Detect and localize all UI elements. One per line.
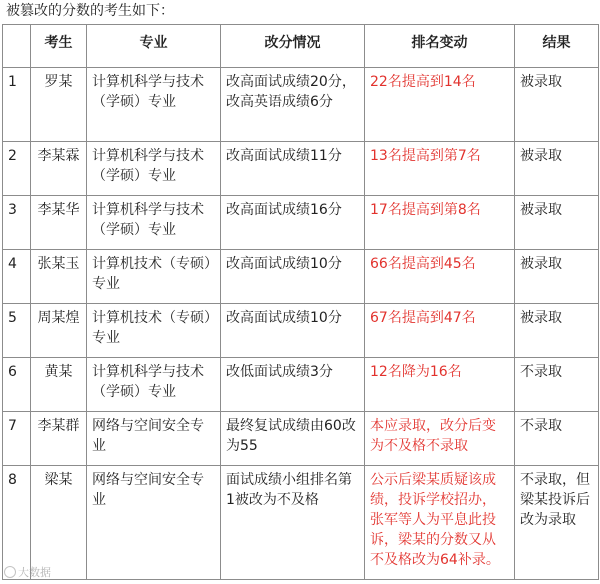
row-change: 改高面试成绩10分 bbox=[221, 250, 365, 304]
row-major: 计算机技术（专硕）专业 bbox=[87, 250, 221, 304]
row-change: 最终复试成绩由60改为55 bbox=[221, 412, 365, 466]
row-name: 黄某 bbox=[31, 358, 87, 412]
row-change: 改低面试成绩3分 bbox=[221, 358, 365, 412]
row-result: 不录取 bbox=[515, 358, 599, 412]
table-row bbox=[3, 196, 599, 250]
row-name: 李某华 bbox=[31, 196, 87, 250]
table-header-row bbox=[3, 25, 599, 68]
row-result: 不录取，但梁某投诉后改为录取 bbox=[515, 466, 599, 580]
score-table bbox=[2, 24, 599, 580]
row-name: 李某群 bbox=[31, 412, 87, 466]
row-num: 5 bbox=[3, 304, 31, 358]
row-change: 改高面试成绩11分 bbox=[221, 142, 365, 196]
table-row bbox=[3, 466, 599, 580]
table-row bbox=[3, 142, 599, 196]
header-result: 结果 bbox=[515, 25, 599, 68]
table-row bbox=[3, 358, 599, 412]
row-name: 李某霖 bbox=[31, 142, 87, 196]
table-row bbox=[3, 250, 599, 304]
table-caption: 被篡改的分数的考生如下： bbox=[6, 3, 174, 19]
row-name: 张某玉 bbox=[31, 250, 87, 304]
table-row bbox=[3, 412, 599, 466]
row-change: 改高面试成绩20分，改高英语成绩6分 bbox=[221, 68, 365, 142]
header-name: 考生 bbox=[31, 25, 87, 68]
row-change: 改高面试成绩16分 bbox=[221, 196, 365, 250]
row-major: 网络与空间安全专业 bbox=[87, 412, 221, 466]
table-row bbox=[3, 68, 599, 142]
logo-icon bbox=[4, 566, 16, 578]
row-num: 1 bbox=[3, 68, 31, 142]
table-row bbox=[3, 304, 599, 358]
row-num: 2 bbox=[3, 142, 31, 196]
row-rank: 13名提高到第7名 bbox=[365, 142, 515, 196]
row-change: 改高面试成绩10分 bbox=[221, 304, 365, 358]
row-name: 梁某 bbox=[31, 466, 87, 580]
row-major: 计算机技术（专硕）专业 bbox=[87, 304, 221, 358]
row-result: 被录取 bbox=[515, 196, 599, 250]
row-rank: 本应录取，改分后变为不及格不录取 bbox=[365, 412, 515, 466]
row-num: 3 bbox=[3, 196, 31, 250]
row-major: 网络与空间安全专业 bbox=[87, 466, 221, 580]
row-rank: 66名提高到45名 bbox=[365, 250, 515, 304]
header-major: 专业 bbox=[87, 25, 221, 68]
row-major: 计算机科学与技术（学硕）专业 bbox=[87, 196, 221, 250]
row-result: 不录取 bbox=[515, 412, 599, 466]
row-name: 罗某 bbox=[31, 68, 87, 142]
watermark bbox=[4, 564, 51, 580]
row-num: 8 bbox=[3, 466, 31, 580]
row-result: 被录取 bbox=[515, 304, 599, 358]
header-num bbox=[3, 25, 31, 68]
row-major: 计算机科学与技术（学硕）专业 bbox=[87, 68, 221, 142]
row-rank: 17名提高到第8名 bbox=[365, 196, 515, 250]
row-rank: 67名提高到47名 bbox=[365, 304, 515, 358]
row-num: 7 bbox=[3, 412, 31, 466]
row-rank: 12名降为16名 bbox=[365, 358, 515, 412]
row-rank: 公示后梁某质疑该成绩，投诉学校招办，张军等人为平息此投诉，梁某的分数又从不及格改为64补录。 bbox=[365, 466, 515, 580]
row-name: 周某煌 bbox=[31, 304, 87, 358]
row-num: 6 bbox=[3, 358, 31, 412]
row-major: 计算机科学与技术（学硕）专业 bbox=[87, 142, 221, 196]
header-change: 改分情况 bbox=[221, 25, 365, 68]
row-result: 被录取 bbox=[515, 142, 599, 196]
row-result: 被录取 bbox=[515, 68, 599, 142]
row-rank: 22名提高到14名 bbox=[365, 68, 515, 142]
row-result: 被录取 bbox=[515, 250, 599, 304]
header-rank: 排名变动 bbox=[365, 25, 515, 68]
watermark-text: 大数据 bbox=[18, 566, 51, 579]
row-change: 面试成绩小组排名第1被改为不及格 bbox=[221, 466, 365, 580]
row-num: 4 bbox=[3, 250, 31, 304]
row-major: 计算机科学与技术（学硕）专业 bbox=[87, 358, 221, 412]
